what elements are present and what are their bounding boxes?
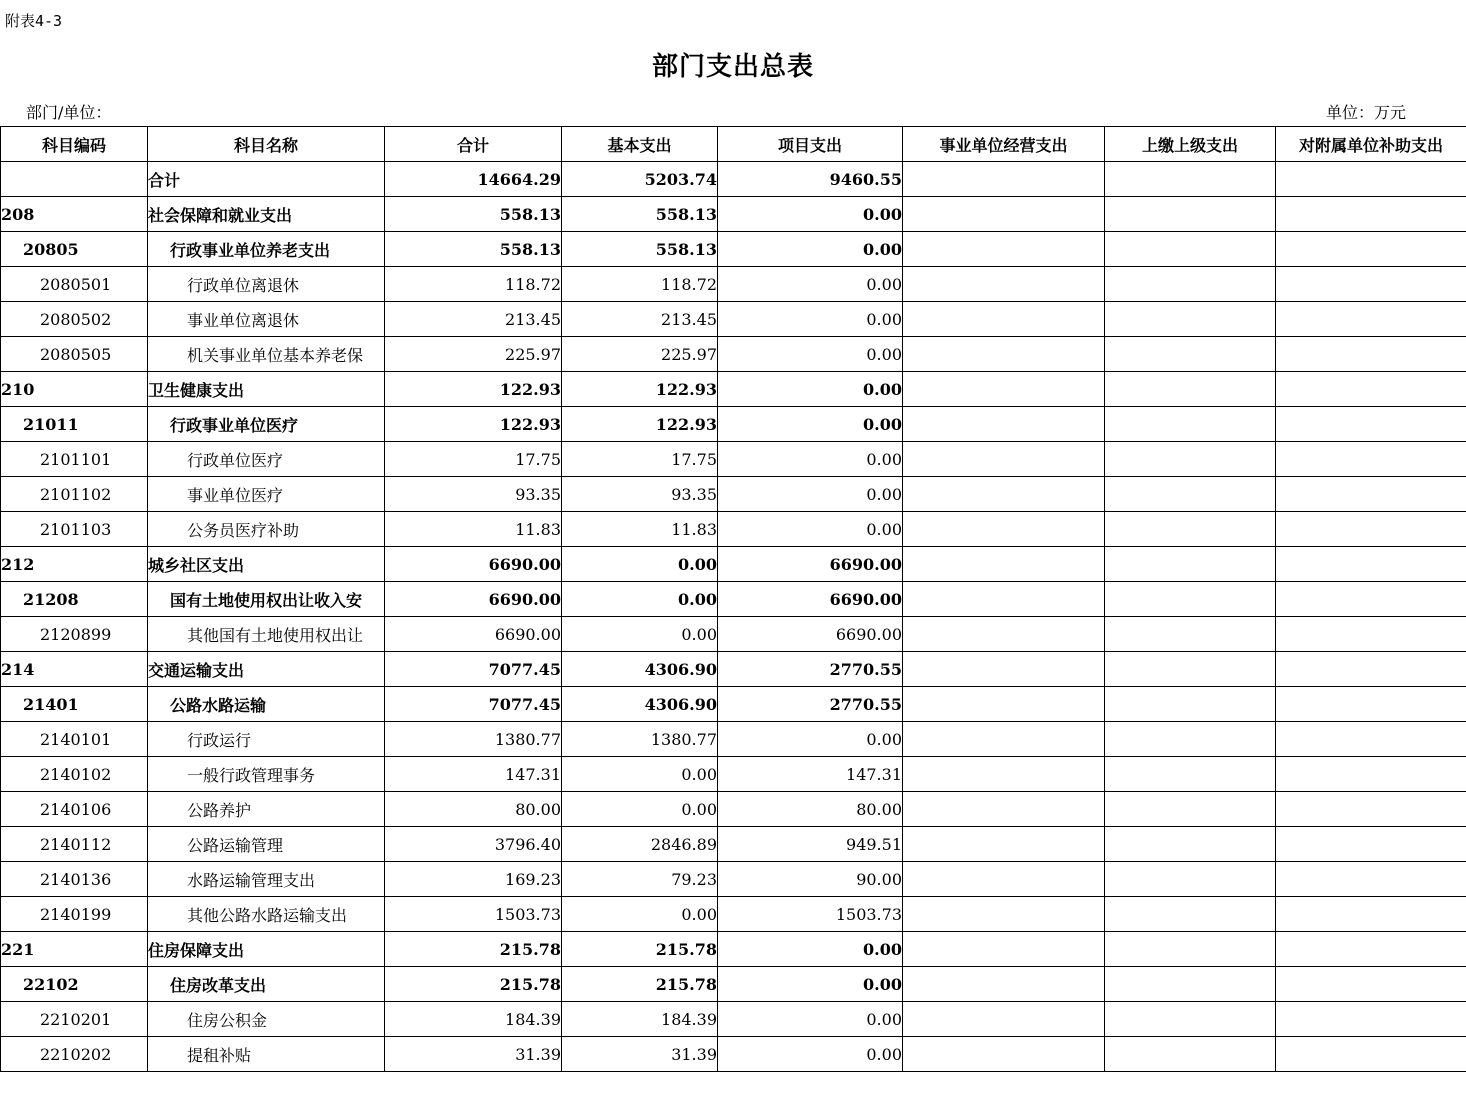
row-total-cell: 3796.40 [385, 827, 562, 862]
unit-label: 单位：万元 [1326, 103, 1407, 122]
row-business-cell [903, 827, 1105, 862]
row-project-cell: 0.00 [718, 302, 903, 337]
row-name-cell: 住房公积金 [148, 1002, 385, 1037]
row-basic-cell: 215.78 [562, 932, 718, 967]
row-name-cell: 社会保障和就业支出 [148, 197, 385, 232]
row-business-cell [903, 967, 1105, 1002]
row-basic-cell: 2846.89 [562, 827, 718, 862]
row-business-cell [903, 197, 1105, 232]
row-total-cell: 14664.29 [385, 162, 562, 197]
table-row [1, 372, 1466, 407]
row-subsidy-cell [1276, 617, 1466, 652]
row-remit-cell [1105, 862, 1276, 897]
row-remit-cell [1105, 407, 1276, 442]
row-basic-cell: 213.45 [562, 302, 718, 337]
row-basic-cell: 0.00 [562, 897, 718, 932]
row-remit-cell [1105, 792, 1276, 827]
row-basic-cell: 122.93 [562, 372, 718, 407]
row-code-cell: 21011 [1, 407, 148, 442]
row-remit-cell [1105, 442, 1276, 477]
row-project-cell: 0.00 [718, 932, 903, 967]
row-total-cell: 118.72 [385, 267, 562, 302]
table-row [1, 757, 1466, 792]
row-subsidy-cell [1276, 827, 1466, 862]
row-basic-cell: 79.23 [562, 862, 718, 897]
table-row [1, 582, 1466, 617]
table-row [1, 1037, 1466, 1072]
row-subsidy-cell [1276, 372, 1466, 407]
table-row [1, 197, 1466, 232]
row-code-cell: 208 [1, 197, 148, 232]
row-code-cell: 2101102 [1, 477, 148, 512]
row-subsidy-cell [1276, 967, 1466, 1002]
row-name-cell: 行政事业单位养老支出 [148, 232, 385, 267]
row-remit-cell [1105, 652, 1276, 687]
row-code-cell: 2210201 [1, 1002, 148, 1037]
row-subsidy-cell [1276, 687, 1466, 722]
row-total-cell: 31.39 [385, 1037, 562, 1072]
row-business-cell [903, 372, 1105, 407]
row-basic-cell: 0.00 [562, 617, 718, 652]
row-total-cell: 213.45 [385, 302, 562, 337]
row-subsidy-cell [1276, 1037, 1466, 1072]
row-business-cell [903, 547, 1105, 582]
row-subsidy-cell [1276, 302, 1466, 337]
column-header-name: 科目名称 [148, 127, 385, 162]
row-remit-cell [1105, 512, 1276, 547]
row-subsidy-cell [1276, 547, 1466, 582]
row-code-cell: 2080505 [1, 337, 148, 372]
row-total-cell: 7077.45 [385, 687, 562, 722]
row-remit-cell [1105, 932, 1276, 967]
row-subsidy-cell [1276, 757, 1466, 792]
row-code-cell: 2140101 [1, 722, 148, 757]
row-total-cell: 17.75 [385, 442, 562, 477]
row-code-cell: 20805 [1, 232, 148, 267]
row-subsidy-cell [1276, 512, 1466, 547]
table-header-row [1, 127, 1466, 162]
row-code-cell: 2120899 [1, 617, 148, 652]
row-name-cell: 住房改革支出 [148, 967, 385, 1002]
row-total-cell: 122.93 [385, 407, 562, 442]
row-total-cell: 6690.00 [385, 547, 562, 582]
row-basic-cell: 0.00 [562, 582, 718, 617]
row-name-cell: 一般行政管理事务 [148, 757, 385, 792]
row-code-cell: 21208 [1, 582, 148, 617]
row-business-cell [903, 932, 1105, 967]
row-name-cell: 事业单位离退休 [148, 302, 385, 337]
row-code-cell: 2080501 [1, 267, 148, 302]
row-basic-cell: 0.00 [562, 757, 718, 792]
row-subsidy-cell [1276, 652, 1466, 687]
column-header-total: 合计 [385, 127, 562, 162]
column-header-remit: 上缴上级支出 [1105, 127, 1276, 162]
row-project-cell: 6690.00 [718, 547, 903, 582]
row-business-cell [903, 162, 1105, 197]
row-subsidy-cell [1276, 477, 1466, 512]
row-business-cell [903, 477, 1105, 512]
table-row [1, 722, 1466, 757]
expenditure-table [0, 126, 1466, 1072]
page-title: 部门支出总表 [651, 52, 814, 82]
row-name-cell: 行政运行 [148, 722, 385, 757]
row-name-cell: 公路运输管理 [148, 827, 385, 862]
row-subsidy-cell [1276, 897, 1466, 932]
row-business-cell [903, 407, 1105, 442]
row-subsidy-cell [1276, 442, 1466, 477]
row-code-cell: 2101101 [1, 442, 148, 477]
row-basic-cell: 17.75 [562, 442, 718, 477]
table-row [1, 337, 1466, 372]
row-subsidy-cell [1276, 407, 1466, 442]
row-subsidy-cell [1276, 792, 1466, 827]
table-row [1, 652, 1466, 687]
row-code-cell: 2140102 [1, 757, 148, 792]
row-total-cell: 6690.00 [385, 617, 562, 652]
row-basic-cell: 31.39 [562, 1037, 718, 1072]
row-project-cell: 0.00 [718, 232, 903, 267]
row-basic-cell: 4306.90 [562, 652, 718, 687]
table-row [1, 1002, 1466, 1037]
row-project-cell: 0.00 [718, 407, 903, 442]
row-total-cell: 147.31 [385, 757, 562, 792]
row-business-cell [903, 512, 1105, 547]
row-total-cell: 558.13 [385, 197, 562, 232]
row-code-cell: 212 [1, 547, 148, 582]
department-label: 部门/单位： [26, 103, 112, 122]
row-subsidy-cell [1276, 162, 1466, 197]
row-subsidy-cell [1276, 267, 1466, 302]
row-project-cell: 0.00 [718, 197, 903, 232]
row-total-cell: 80.00 [385, 792, 562, 827]
row-code-cell: 214 [1, 652, 148, 687]
row-total-cell: 558.13 [385, 232, 562, 267]
row-business-cell [903, 582, 1105, 617]
row-basic-cell: 93.35 [562, 477, 718, 512]
row-name-cell: 其他国有土地使用权出让 [148, 617, 385, 652]
column-header-project: 项目支出 [718, 127, 903, 162]
row-name-cell: 公路养护 [148, 792, 385, 827]
row-name-cell: 机关事业单位基本养老保 [148, 337, 385, 372]
row-project-cell: 0.00 [718, 372, 903, 407]
column-header-basic: 基本支出 [562, 127, 718, 162]
row-code-cell: 2140199 [1, 897, 148, 932]
row-name-cell: 行政事业单位医疗 [148, 407, 385, 442]
row-name-cell: 提租补贴 [148, 1037, 385, 1072]
row-project-cell: 2770.55 [718, 687, 903, 722]
row-project-cell: 0.00 [718, 442, 903, 477]
row-basic-cell: 184.39 [562, 1002, 718, 1037]
table-row [1, 687, 1466, 722]
table-row [1, 792, 1466, 827]
table-row [1, 617, 1466, 652]
row-business-cell [903, 1037, 1105, 1072]
row-business-cell [903, 652, 1105, 687]
column-header-business: 事业单位经营支出 [903, 127, 1105, 162]
row-business-cell [903, 442, 1105, 477]
table-row [1, 897, 1466, 932]
row-code-cell: 2140112 [1, 827, 148, 862]
row-basic-cell: 118.72 [562, 267, 718, 302]
row-project-cell: 0.00 [718, 967, 903, 1002]
table-row [1, 477, 1466, 512]
row-remit-cell [1105, 1002, 1276, 1037]
row-project-cell: 0.00 [718, 337, 903, 372]
row-remit-cell [1105, 967, 1276, 1002]
row-project-cell: 6690.00 [718, 617, 903, 652]
table-row [1, 512, 1466, 547]
table-row [1, 162, 1466, 197]
row-code-cell: 2210202 [1, 1037, 148, 1072]
row-remit-cell [1105, 547, 1276, 582]
table-row [1, 967, 1466, 1002]
row-code-cell: 2080502 [1, 302, 148, 337]
row-business-cell [903, 617, 1105, 652]
row-business-cell [903, 302, 1105, 337]
row-subsidy-cell [1276, 932, 1466, 967]
row-code-cell [1, 162, 148, 197]
row-remit-cell [1105, 722, 1276, 757]
row-code-cell: 22102 [1, 967, 148, 1002]
row-project-cell: 6690.00 [718, 582, 903, 617]
table-row [1, 232, 1466, 267]
row-code-cell: 2101103 [1, 512, 148, 547]
row-total-cell: 7077.45 [385, 652, 562, 687]
attachment-number: 附表4-3 [5, 12, 63, 30]
table-body [1, 162, 1466, 1072]
row-name-cell: 卫生健康支出 [148, 372, 385, 407]
row-remit-cell [1105, 162, 1276, 197]
row-business-cell [903, 1002, 1105, 1037]
row-code-cell: 2140106 [1, 792, 148, 827]
row-business-cell [903, 897, 1105, 932]
row-name-cell: 水路运输管理支出 [148, 862, 385, 897]
row-remit-cell [1105, 582, 1276, 617]
row-remit-cell [1105, 302, 1276, 337]
row-name-cell: 城乡社区支出 [148, 547, 385, 582]
row-project-cell: 80.00 [718, 792, 903, 827]
table-row [1, 862, 1466, 897]
row-basic-cell: 225.97 [562, 337, 718, 372]
row-project-cell: 0.00 [718, 267, 903, 302]
row-name-cell: 其他公路水路运输支出 [148, 897, 385, 932]
row-remit-cell [1105, 757, 1276, 792]
table-row [1, 267, 1466, 302]
row-name-cell: 国有土地使用权出让收入安 [148, 582, 385, 617]
table-row [1, 932, 1466, 967]
row-business-cell [903, 792, 1105, 827]
row-remit-cell [1105, 1037, 1276, 1072]
row-name-cell: 公务员医疗补助 [148, 512, 385, 547]
row-name-cell: 公路水路运输 [148, 687, 385, 722]
row-basic-cell: 0.00 [562, 547, 718, 582]
row-project-cell: 147.31 [718, 757, 903, 792]
row-remit-cell [1105, 617, 1276, 652]
row-project-cell: 0.00 [718, 477, 903, 512]
column-header-code: 科目编码 [1, 127, 148, 162]
row-subsidy-cell [1276, 232, 1466, 267]
row-project-cell: 0.00 [718, 512, 903, 547]
row-total-cell: 6690.00 [385, 582, 562, 617]
row-remit-cell [1105, 267, 1276, 302]
row-basic-cell: 11.83 [562, 512, 718, 547]
row-business-cell [903, 862, 1105, 897]
row-basic-cell: 215.78 [562, 967, 718, 1002]
row-project-cell: 949.51 [718, 827, 903, 862]
row-total-cell: 184.39 [385, 1002, 562, 1037]
row-basic-cell: 558.13 [562, 197, 718, 232]
row-remit-cell [1105, 372, 1276, 407]
row-project-cell: 0.00 [718, 722, 903, 757]
table-row [1, 302, 1466, 337]
row-name-cell: 行政单位医疗 [148, 442, 385, 477]
row-project-cell: 1503.73 [718, 897, 903, 932]
row-business-cell [903, 687, 1105, 722]
table-row [1, 547, 1466, 582]
table-row [1, 442, 1466, 477]
row-remit-cell [1105, 337, 1276, 372]
row-business-cell [903, 267, 1105, 302]
row-remit-cell [1105, 687, 1276, 722]
row-code-cell: 2140136 [1, 862, 148, 897]
row-total-cell: 1503.73 [385, 897, 562, 932]
row-business-cell [903, 232, 1105, 267]
row-remit-cell [1105, 897, 1276, 932]
row-total-cell: 93.35 [385, 477, 562, 512]
row-project-cell: 0.00 [718, 1037, 903, 1072]
row-name-cell: 住房保障支出 [148, 932, 385, 967]
row-business-cell [903, 337, 1105, 372]
row-subsidy-cell [1276, 1002, 1466, 1037]
row-remit-cell [1105, 477, 1276, 512]
column-header-subsidy: 对附属单位补助支出 [1276, 127, 1466, 162]
row-code-cell: 210 [1, 372, 148, 407]
table-row [1, 407, 1466, 442]
row-name-cell: 合计 [148, 162, 385, 197]
row-name-cell: 交通运输支出 [148, 652, 385, 687]
row-project-cell: 2770.55 [718, 652, 903, 687]
table-row [1, 827, 1466, 862]
row-subsidy-cell [1276, 722, 1466, 757]
row-business-cell [903, 757, 1105, 792]
row-total-cell: 1380.77 [385, 722, 562, 757]
row-remit-cell [1105, 197, 1276, 232]
row-basic-cell: 5203.74 [562, 162, 718, 197]
row-total-cell: 169.23 [385, 862, 562, 897]
row-name-cell: 行政单位离退休 [148, 267, 385, 302]
row-basic-cell: 0.00 [562, 792, 718, 827]
row-total-cell: 215.78 [385, 932, 562, 967]
row-project-cell: 9460.55 [718, 162, 903, 197]
row-name-cell: 事业单位医疗 [148, 477, 385, 512]
row-subsidy-cell [1276, 197, 1466, 232]
row-subsidy-cell [1276, 337, 1466, 372]
row-total-cell: 11.83 [385, 512, 562, 547]
row-basic-cell: 122.93 [562, 407, 718, 442]
row-total-cell: 122.93 [385, 372, 562, 407]
row-project-cell: 90.00 [718, 862, 903, 897]
row-total-cell: 215.78 [385, 967, 562, 1002]
row-subsidy-cell [1276, 862, 1466, 897]
row-remit-cell [1105, 232, 1276, 267]
row-subsidy-cell [1276, 582, 1466, 617]
row-code-cell: 221 [1, 932, 148, 967]
row-basic-cell: 4306.90 [562, 687, 718, 722]
row-basic-cell: 1380.77 [562, 722, 718, 757]
row-remit-cell [1105, 827, 1276, 862]
row-business-cell [903, 722, 1105, 757]
row-project-cell: 0.00 [718, 1002, 903, 1037]
row-total-cell: 225.97 [385, 337, 562, 372]
row-code-cell: 21401 [1, 687, 148, 722]
row-basic-cell: 558.13 [562, 232, 718, 267]
